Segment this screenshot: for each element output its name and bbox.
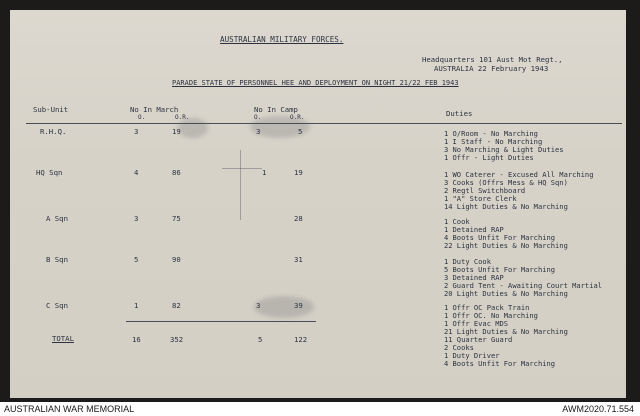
row-march-o: 1 [134,301,139,310]
row-camp-or: 28 [294,214,303,223]
total-camp-o: 5 [258,335,263,344]
duty-line: 1 Offr OC Pack Train [444,303,530,312]
row-march-or: 19 [172,127,181,136]
accession-number: AWM2020.71.554 [562,404,634,414]
duty-line: 4 Boots Unfit For Marching [444,233,556,242]
total-march-o: 16 [132,335,141,344]
col-march-o: O. [138,114,146,121]
total-camp-or: 122 [294,335,308,344]
total-label: TOTAL [52,334,74,343]
hq-line-1: Headquarters 101 Aust Mot Regt., [422,55,563,64]
row-unit: A Sqn [46,214,68,223]
duty-line: 1 "A" Store Clerk [444,194,517,203]
row-march-or: 86 [172,168,181,177]
duty-line: 1 I Staff - No Marching [444,137,543,146]
row-camp-or: 39 [294,301,303,310]
duty-line: 3 Detained RAP [444,273,504,282]
duty-line: 1 Offr Evac MDS [444,319,509,328]
row-camp-or: 31 [294,255,303,264]
row-camp-o: 3 [256,301,261,310]
document-heading: AUSTRALIAN MILITARY FORCES. [220,35,344,44]
document-title: PARADE STATE OF PERSONNEL HEE AND DEPLOYMENT ON NIGHT 21/22 FEB 1943 [172,79,459,87]
row-unit: C Sqn [46,301,68,310]
duty-line: 2 Guard Tent - Awaiting Court Martial [444,281,603,290]
duty-line: 1 Duty Driver [444,351,500,360]
vertical-crease [240,150,241,220]
col-subunit: Sub-Unit [33,105,69,114]
duty-line: 3 No Marching & Light Duties [444,145,564,154]
duty-line: 21 Light Duties & No Marching [444,327,568,336]
row-march-or: 90 [172,255,181,264]
duty-line: 20 Light Duties & No Marching [444,289,568,298]
duty-line: 11 Quarter Guard [444,335,513,344]
row-march-o: 4 [134,168,139,177]
duty-line: 1 Duty Cook [444,257,491,266]
row-march-o: 3 [134,214,139,223]
duty-line: 2 Regtl Switchboard [444,186,526,195]
duty-line: 1 O/Room - No Marching [444,129,538,138]
credit-caption: AUSTRALIAN WAR MEMORIAL [4,404,135,414]
col-camp-o: O. [254,114,262,121]
total-rule [126,321,316,322]
col-camp-or: O.R. [290,114,305,121]
duty-line: 5 Boots Unfit For Marching [444,265,556,274]
duty-line: 1 Detained RAP [444,225,504,234]
document-sheet [10,10,626,398]
duty-line: 1 Offr - Light Duties [444,153,534,162]
row-camp-or: 19 [294,168,303,177]
col-march: No In March [130,105,179,114]
total-march-or: 352 [170,335,184,344]
col-march-or: O.R. [175,114,190,121]
row-march-o: 5 [134,255,139,264]
row-march-or: 82 [172,301,181,310]
col-camp: No In Camp [254,105,298,114]
horizontal-crease [222,168,262,169]
duty-line: 4 Boots Unfit For Marching [444,359,556,368]
duty-line: 2 Cooks [444,343,474,352]
duty-line: 1 Offr OC. No Marching [444,311,538,320]
row-camp-or: 5 [298,127,303,136]
duty-line: 3 Cooks (Offrs Mess & HQ Sqn) [444,178,568,187]
row-march-o: 3 [134,127,139,136]
hq-line-2: AUSTRALIA 22 February 1943 [434,64,549,73]
ink-smudge [254,296,314,318]
header-rule [26,123,622,124]
row-camp-o: 3 [256,127,261,136]
duty-line: 14 Light Duties & No Marching [444,202,568,211]
row-unit: R.H.Q. [40,127,67,136]
row-march-or: 75 [172,214,181,223]
row-unit: B Sqn [46,255,68,264]
duty-line: 1 Cook [444,217,470,226]
col-duties: Duties [446,109,473,118]
duty-line: 22 Light Duties & No Marching [444,241,568,250]
duty-line: 1 WO Caterer - Excused All Marching [444,170,594,179]
row-unit: HQ Sqn [36,168,63,177]
row-camp-o: 1 [262,168,267,177]
